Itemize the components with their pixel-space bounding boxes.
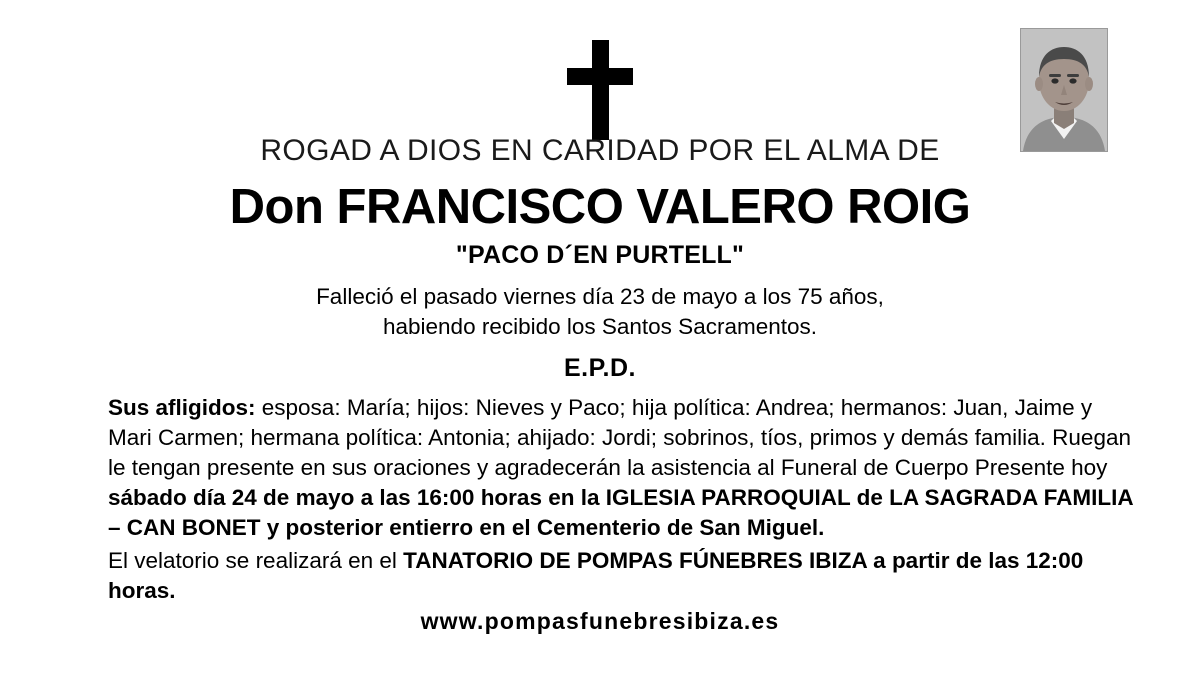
death-line-1: Falleció el pasado viernes día 23 de mayo a los 75 años, <box>316 284 884 310</box>
portrait-photo <box>1020 28 1108 152</box>
deceased-nickname: "PACO D´EN PURTELL" <box>455 241 745 270</box>
wake-place: TANATORIO DE POMPAS FÚNEBRES IBIZA a partir de las 12:00 horas. <box>108 548 1084 604</box>
family-list: esposa: María; hijos: Nieves y Paco; hija política: Andrea; hermanos: Juan, Jaime y Mari Carmen; hermana política: Antonia; ahijado: Jordi; sobrinos, tíos, primos y demás familia. Ruegan le tengan presente en sus oraciones y agradecerán la asistencia al Funeral de Cuerpo Presente hoy <box>108 394 1131 480</box>
death-line-2: habiendo recibido los Santos Sacramentos. <box>382 314 817 340</box>
website-link[interactable]: www.pompasfunebresibiza.es <box>420 608 780 635</box>
wake-paragraph <box>40 546 1160 606</box>
family-label: Sus afligidos: <box>108 394 256 420</box>
family-paragraph <box>40 393 1160 543</box>
deceased-name: Don FRANCISCO VALERO ROIG <box>229 180 971 234</box>
latin-cross-icon <box>40 14 1160 122</box>
wake-intro: El velatorio se realizará en el <box>108 548 404 574</box>
epd-text: E.P.D. <box>563 353 637 382</box>
funeral-details: sábado día 24 de mayo a las 16:00 horas en la IGLESIA PARROQUIAL de LA SAGRADA FAMILIA – CAN BONET y posterior entierro en el Cementerio de San Miguel. <box>108 484 1133 540</box>
death-details <box>40 282 1160 341</box>
invocation-line: ROGAD A DIOS EN CARIDAD POR EL ALMA DE <box>260 134 940 167</box>
